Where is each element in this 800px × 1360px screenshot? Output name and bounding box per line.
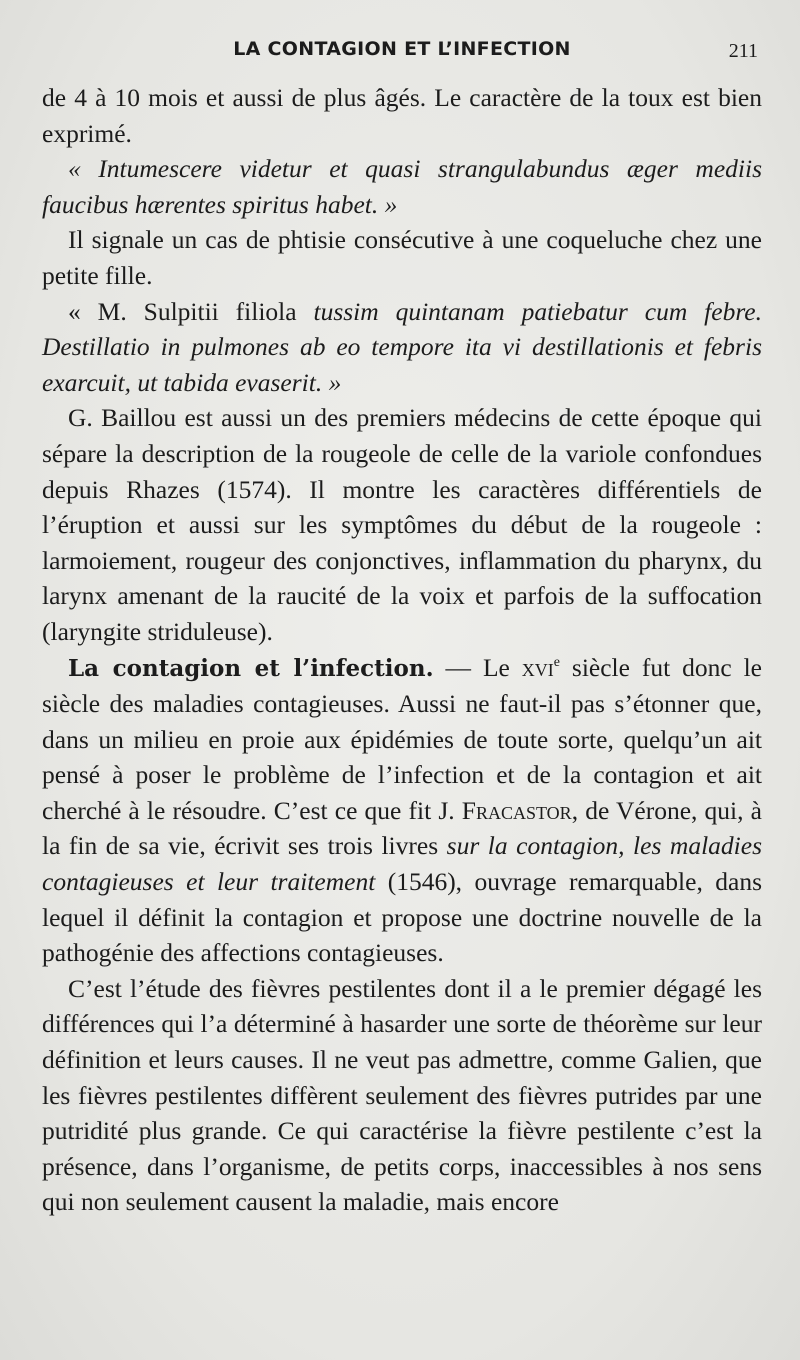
century-superscript: e <box>553 654 560 670</box>
paragraph-7: C’est l’étude des fièvres pestilentes dont il a le premier dégagé les différences qui l’a déterminé à hasarder une sorte de théorème sur leur définition et leurs causes. Il ne veut pas admettre, comme Galien, que les fièvres pestilentes diffèrent seulement des fièvres putrides par une putridité plus grande. Ce qui caractérise la fièvre pestilente c’est la présence, dans l’organisme, de petits corps, inaccessibles à nos sens qui non seulement causent la maladie, mais encore <box>42 973 762 1217</box>
section-heading: La contagion et l’infection. <box>68 654 434 682</box>
p6-dash: — Le <box>433 652 522 682</box>
latin-quote-2-text: tussim quintanam patiebatur cum febre. Destillatio in pulmones ab eo tempore ita vi destillationis et febris exarcuit, ut tabida evaserit. » <box>42 296 762 397</box>
running-head <box>42 34 762 74</box>
p6-text-c: (1546), ouvrage remarquable, dans lequel il définit la contagion et propose une doctrine nouvelle de la pathogénie des affections contagieuses. <box>42 867 762 968</box>
body-text <box>42 80 762 1220</box>
latin-quote-1 <box>42 151 762 222</box>
latin-quote-2-open: « M. Sulpitii filiola <box>68 296 314 326</box>
paragraph-6 <box>42 650 762 971</box>
page-number: 211 <box>728 40 758 62</box>
author-name: Fracastor <box>461 795 572 825</box>
chapter-title: LA CONTAGION ET L’INFECTION <box>233 38 571 60</box>
paragraph-3: Il signale un cas de phtisie consécutive à une coqueluche chez une petite fille. <box>42 225 762 290</box>
latin-quote-1-text: « Intumescere videtur et quasi strangulabundus æger mediis faucibus hærentes spiritus habet. » <box>42 154 762 219</box>
paragraph-5: G. Baillou est aussi un des premiers médecins de cette époque qui sépare la description de la rougeole de celle de la variole confondues depuis Rhazes (1574). Il montre les caractères différentiels de l’éruption et aussi sur les symptômes du début de la rougeole : larmoiement, rougeur des conjonctives, inflammation du pharynx, du larynx amenant de la raucité de la voix et parfois de la suffocation (laryngite striduleuse). <box>42 403 762 646</box>
latin-quote-2 <box>42 294 762 401</box>
p6-text-b: , de Vérone, qui, à la fin de sa vie, écrivit ses trois livres <box>42 795 762 861</box>
book-title: sur la contagion, les maladies contagieuses et leur traitement <box>42 831 762 897</box>
p6-text-a: siècle fut donc le siècle des maladies contagieuses. Aussi ne faut-il pas s’étonner que, dans un milieu en proie aux épidémies de toute sorte, quelqu’un ait pensé à poser le problème de l’infection et de la contagion et ait cherché à le résoudre. C’est ce que fit J. <box>42 652 762 825</box>
paragraph-1: de 4 à 10 mois et aussi de plus âgés. Le caractère de la toux est bien exprimé. <box>42 83 762 148</box>
century-numeral: xvi <box>521 652 554 682</box>
